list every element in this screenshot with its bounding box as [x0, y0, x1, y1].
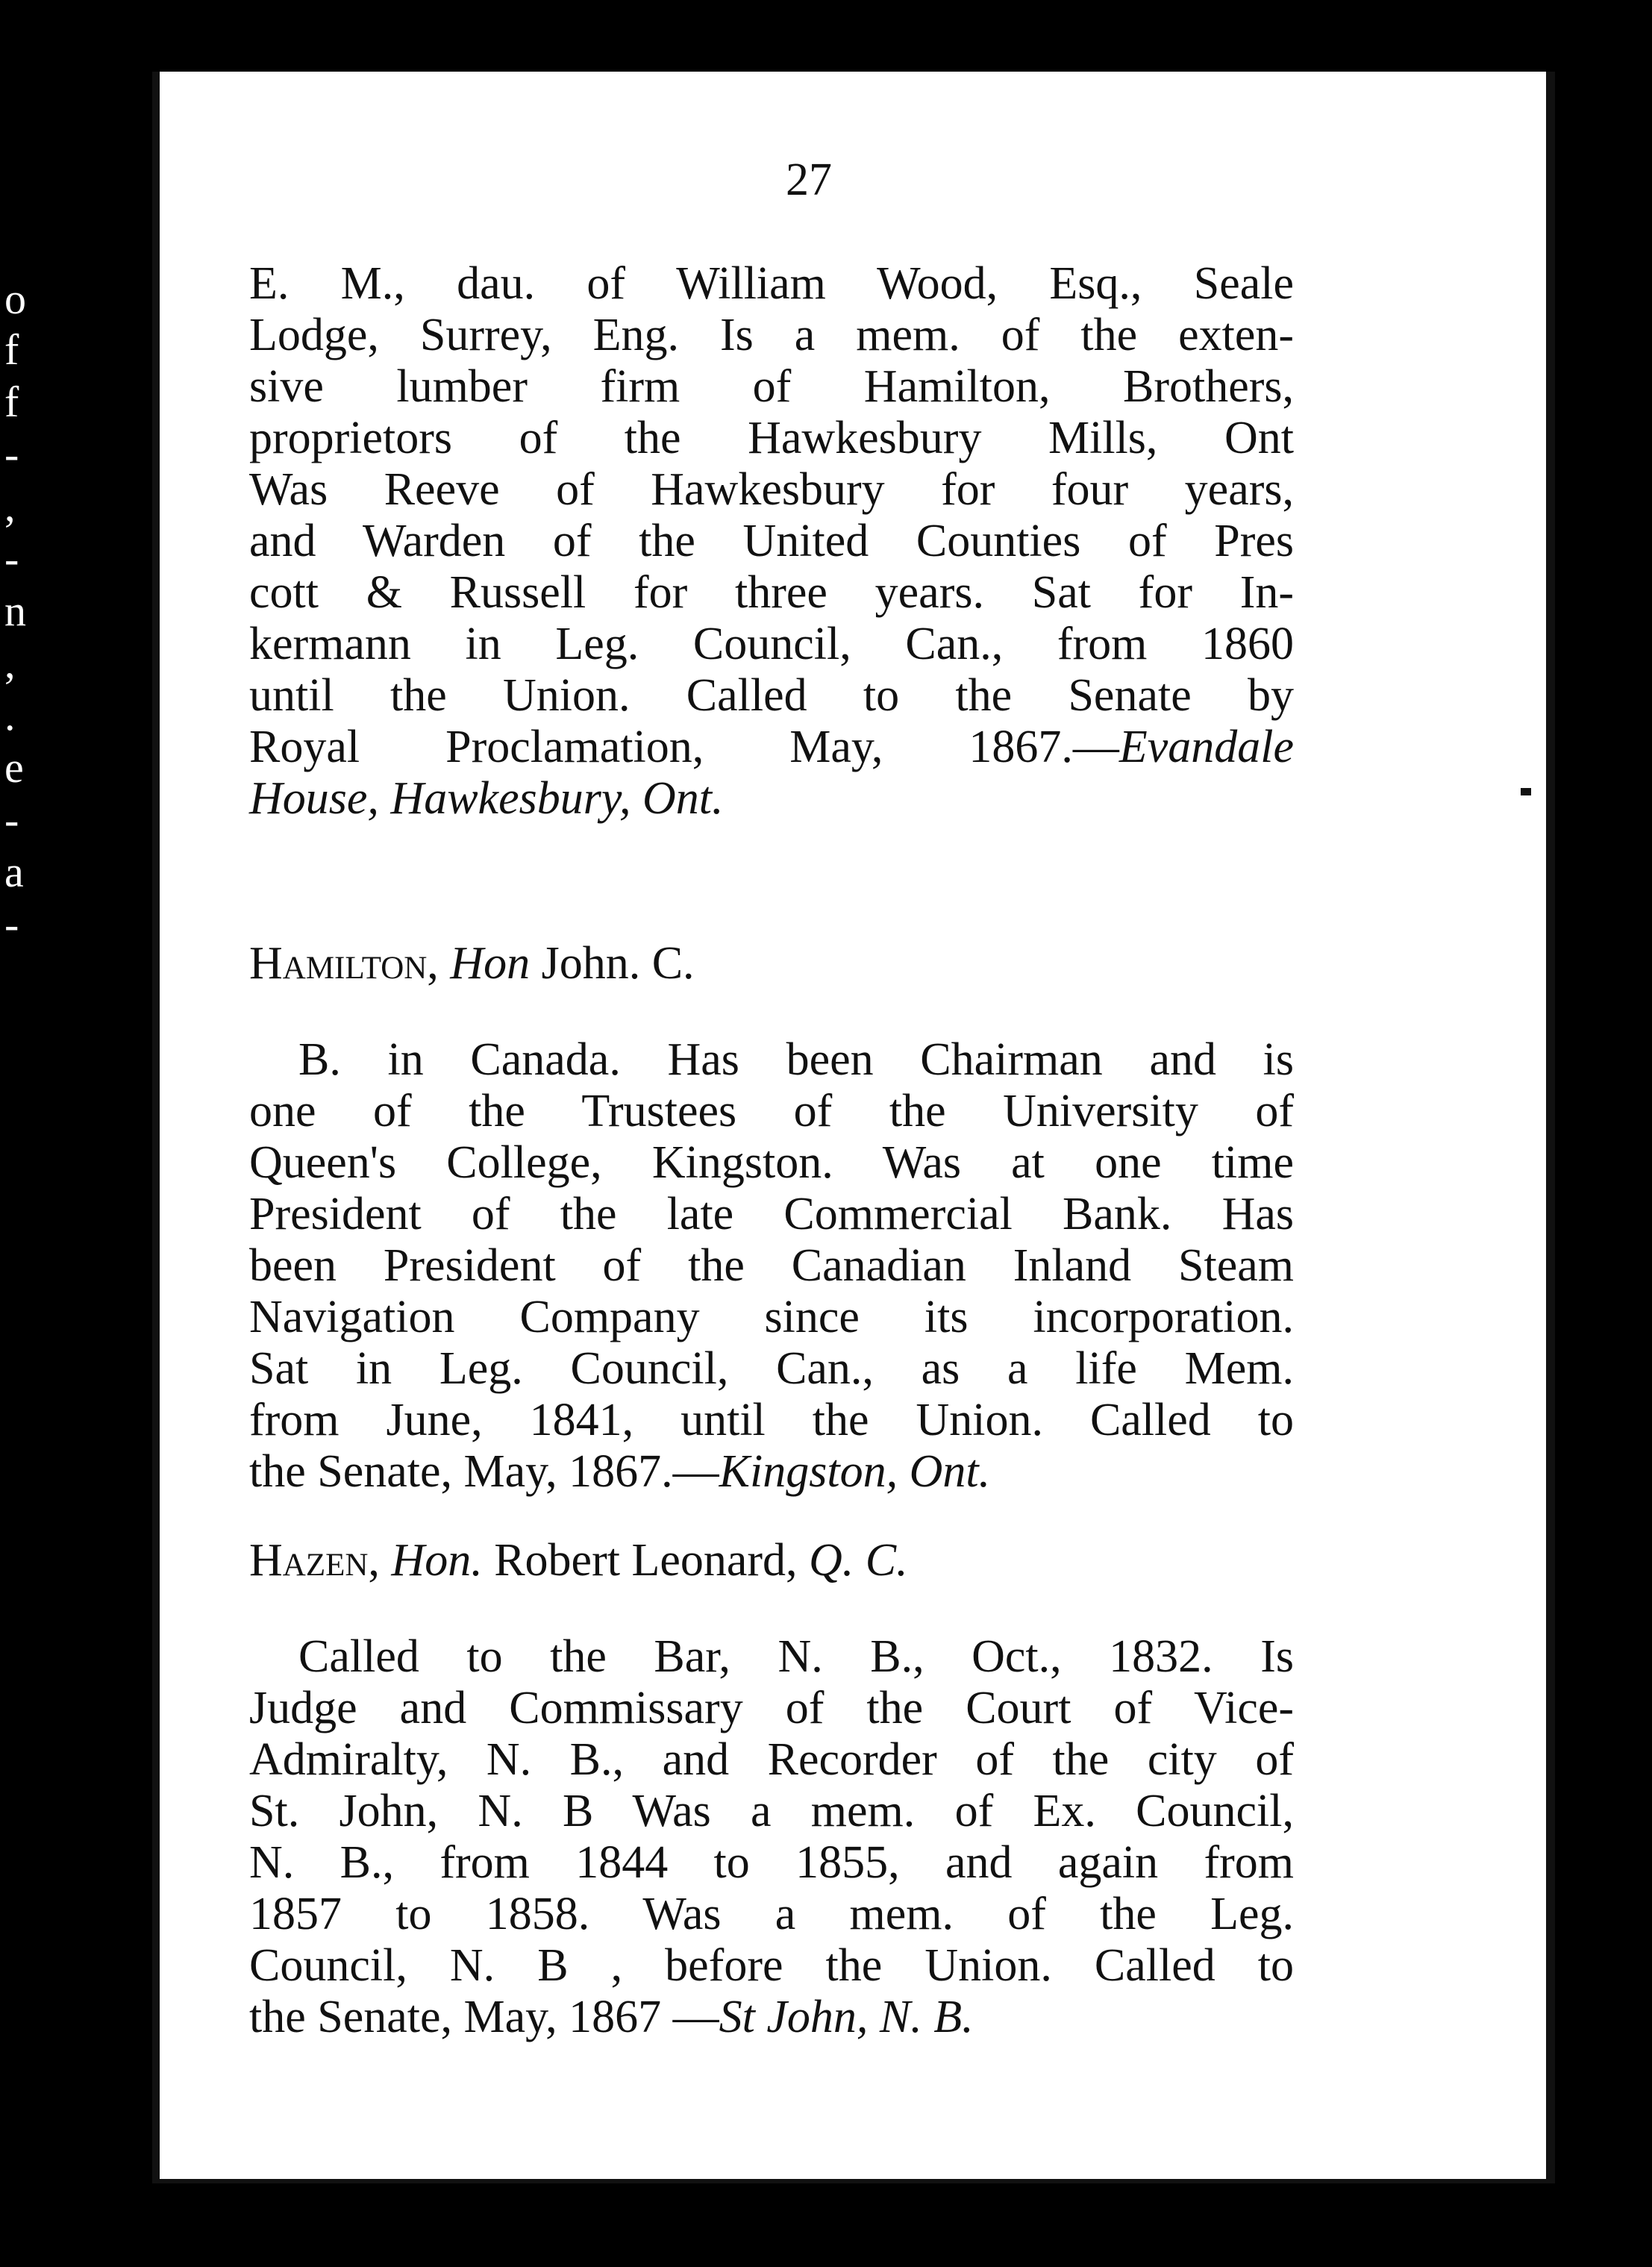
text-line: Was Reeve of Hawkesbury for four years,: [249, 464, 1294, 515]
residence-italic: Evandale: [1118, 722, 1294, 772]
text-line: 1857 to 1858. Was a mem. of the Leg.: [249, 1889, 1294, 1939]
text-line: Admiralty, N. B., and Recorder of the city of: [249, 1734, 1294, 1785]
text-segment: the Senate, May, 1867.—: [249, 1446, 719, 1497]
gutter-fragment: -: [4, 900, 19, 948]
text-line: [249, 1992, 1294, 2043]
gutter-fragment: -: [4, 795, 19, 844]
text-line: until the Union. Called to the Senate by: [249, 670, 1294, 721]
entry-body-hazen: [249, 1631, 1294, 2043]
text-line: Sat in Leg. Council, Can., as a life Mem.: [249, 1343, 1294, 1394]
text-line: President of the late Commercial Bank. Has: [249, 1189, 1294, 1239]
text-line: and Warden of the United Counties of Pres: [249, 516, 1294, 566]
gutter-fragment: -: [4, 430, 19, 478]
text-line: from June, 1841, until the Union. Called to: [249, 1395, 1294, 1445]
gutter-fragment: a: [4, 848, 24, 896]
text-segment: the Senate, May, 1867 —: [249, 1992, 719, 2042]
entry-given-name: John. C.: [541, 938, 695, 989]
residence-line: House, Hawkesbury, Ont.: [249, 773, 724, 824]
adjacent-page-margin: [0, 0, 149, 2267]
text-line: [249, 722, 1294, 773]
text-line: Queen's College, Kingston. Was at one time: [249, 1137, 1294, 1188]
gutter-fragment: f: [4, 378, 19, 426]
gutter-fragment: n: [4, 587, 26, 635]
entry-continuation: [249, 258, 1294, 825]
text-line: one of the Trustees of the University of: [249, 1086, 1294, 1136]
gutter-fragment: -: [4, 534, 19, 583]
text-line: cott & Russell for three years. Sat for In-: [249, 567, 1294, 618]
entry-given-name: Robert Leonard,: [494, 1535, 798, 1586]
text-line: sive lumber firm of Hamilton, Brothers,: [249, 361, 1294, 412]
gutter-fragment: ,: [4, 482, 16, 531]
entry-suffix: Q. C.: [809, 1535, 908, 1586]
text-line: Navigation Company since its incorporation.: [249, 1292, 1294, 1342]
text-line: Lodge, Surrey, Eng. Is a mem. of the exten-: [249, 310, 1294, 360]
text-line: [249, 1446, 1294, 1498]
text-line: been President of the Canadian Inland Steam: [249, 1240, 1294, 1291]
text-segment: Royal Proclamation, May, 1867.—: [249, 722, 1119, 772]
residence-italic: Kingston, Ont.: [719, 1446, 991, 1497]
entry-heading-hamilton: [249, 937, 695, 990]
gutter-fragment: .: [4, 691, 16, 739]
residence-italic: St John, N. B.: [719, 1992, 974, 2042]
entry-surname: Hamilton,: [249, 938, 439, 989]
text-line: Called to the Bar, N. B., Oct., 1832. Is: [298, 1631, 1294, 1682]
text-line: proprietors of the Hawkesbury Mills, Ont: [249, 413, 1294, 463]
entry-body-hamilton: [249, 1034, 1294, 1498]
ink-speck: [1521, 788, 1531, 795]
gutter-fragment: e: [4, 743, 24, 792]
gutter-fragment: o: [4, 275, 26, 323]
book-page: [152, 72, 1555, 2183]
text-line: kermann in Leg. Council, Can., from 1860: [249, 619, 1294, 669]
page-number: 27: [786, 154, 832, 205]
entry-title: Hon.: [391, 1535, 483, 1586]
entry-heading-hazen: [249, 1534, 908, 1587]
text-line: B. in Canada. Has been Chairman and is: [298, 1034, 1294, 1085]
text-line: Judge and Commissary of the Court of Vice-: [249, 1683, 1294, 1733]
text-line: Council, N. B , before the Union. Called to: [249, 1940, 1294, 1991]
text-line: N. B., from 1844 to 1855, and again from: [249, 1837, 1294, 1888]
entry-title: Hon: [450, 938, 531, 989]
gutter-fragment: ,: [4, 639, 16, 687]
text-line: E. M., dau. of William Wood, Esq., Seale: [249, 258, 1294, 309]
gutter-fragment: f: [4, 325, 19, 374]
entry-surname: Hazen,: [249, 1535, 380, 1586]
text-line: St. John, N. B Was a mem. of Ex. Council,: [249, 1786, 1294, 1836]
